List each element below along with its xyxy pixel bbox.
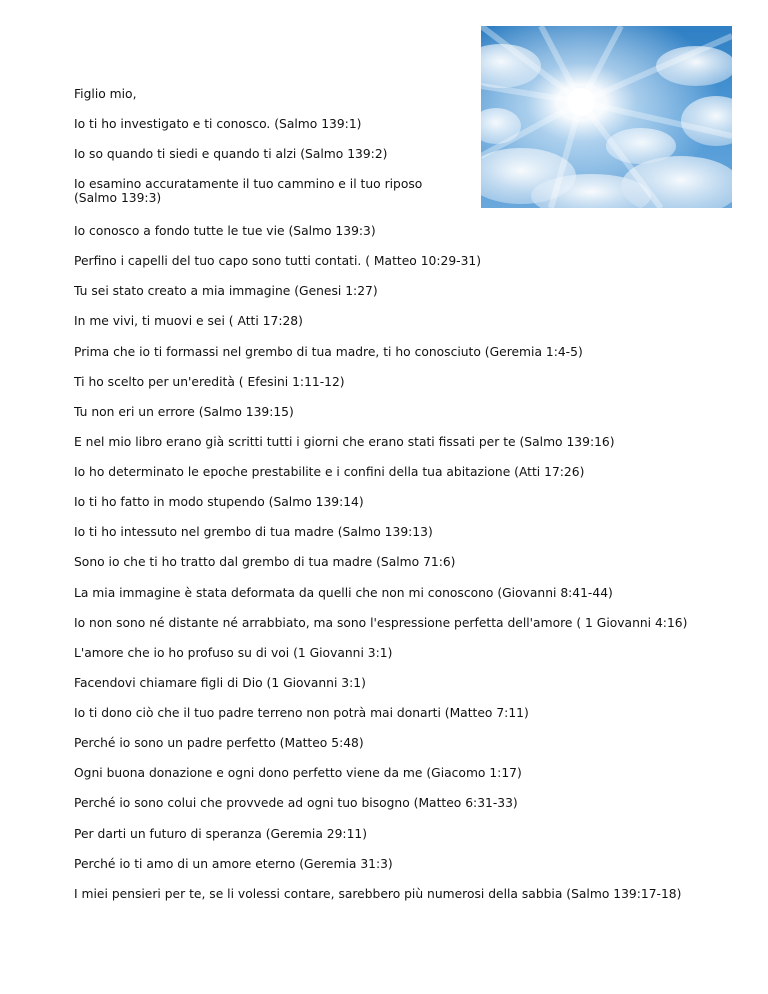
verse-line: Prima che io ti formassi nel grembo di tua madre, ti ho conosciuto (Geremia 1:4-5) xyxy=(74,345,583,359)
verse-line: Io conosco a fondo tutte le tue vie (Salmo 139:3) xyxy=(74,224,376,238)
verse-line: Tu non eri un errore (Salmo 139:15) xyxy=(74,405,294,419)
verse-line: Io ho determinato le epoche prestabilite e i confini della tua abitazione (Atti 17:26) xyxy=(74,465,585,479)
verse-line: Ogni buona donazione e ogni dono perfetto viene da me (Giacomo 1:17) xyxy=(74,766,522,780)
verse-line: Ti ho scelto per un'eredità ( Efesini 1:11-12) xyxy=(74,375,345,389)
verse-line: Io ti dono ciò che il tuo padre terreno non potrà mai donarti (Matteo 7:11) xyxy=(74,706,529,720)
verse-line: Io so quando ti siedi e quando ti alzi (Salmo 139:2) xyxy=(74,147,388,161)
verse-line: Perfino i capelli del tuo capo sono tutti contati. ( Matteo 10:29-31) xyxy=(74,254,482,268)
verse-line: Sono io che ti ho tratto dal grembo di tua madre (Salmo 71:6) xyxy=(74,555,456,569)
verse-line: Perché io sono colui che provvede ad ogni tuo bisogno (Matteo 6:31-33) xyxy=(74,796,518,810)
verse-line: Io non sono né distante né arrabbiato, ma sono l'espressione perfetta dell'amore ( 1 Giovanni 4:16) xyxy=(74,616,688,630)
sky-sunburst-clouds-photo xyxy=(481,26,732,208)
verse-line: I miei pensieri per te, se li volessi contare, sarebbero più numerosi della sabbia (Salmo 139:17-18) xyxy=(74,887,682,901)
salutation: Figlio mio, xyxy=(74,87,137,101)
verse-line: Io ti ho intessuto nel grembo di tua madre (Salmo 139:13) xyxy=(74,525,433,539)
verse-line: In me vivi, ti muovi e sei ( Atti 17:28) xyxy=(74,314,303,328)
verse-line: Facendovi chiamare figli di Dio (1 Giovanni 3:1) xyxy=(74,676,366,690)
verse-line: Perché io ti amo di un amore eterno (Geremia 31:3) xyxy=(74,857,393,871)
verse-line: Io ti ho fatto in modo stupendo (Salmo 139:14) xyxy=(74,495,364,509)
verse-line: Perché io sono un padre perfetto (Matteo 5:48) xyxy=(74,736,364,750)
verse-line: Per darti un futuro di speranza (Geremia 29:11) xyxy=(74,827,368,841)
verse-line: L'amore che io ho profuso su di voi (1 Giovanni 3:1) xyxy=(74,646,393,660)
verse-line: Io esamino accuratamente il tuo cammino e il tuo riposo (Salmo 139:3) xyxy=(74,177,423,205)
verse-line: La mia immagine è stata deformata da quelli che non mi conoscono (Giovanni 8:41-44) xyxy=(74,586,613,600)
verse-line: E nel mio libro erano già scritti tutti i giorni che erano stati fissati per te (Salmo 139:16) xyxy=(74,435,615,449)
verse-line: Tu sei stato creato a mia immagine (Genesi 1:27) xyxy=(74,284,378,298)
verse-line: Io ti ho investigato e ti conosco. (Salmo 139:1) xyxy=(74,117,362,131)
